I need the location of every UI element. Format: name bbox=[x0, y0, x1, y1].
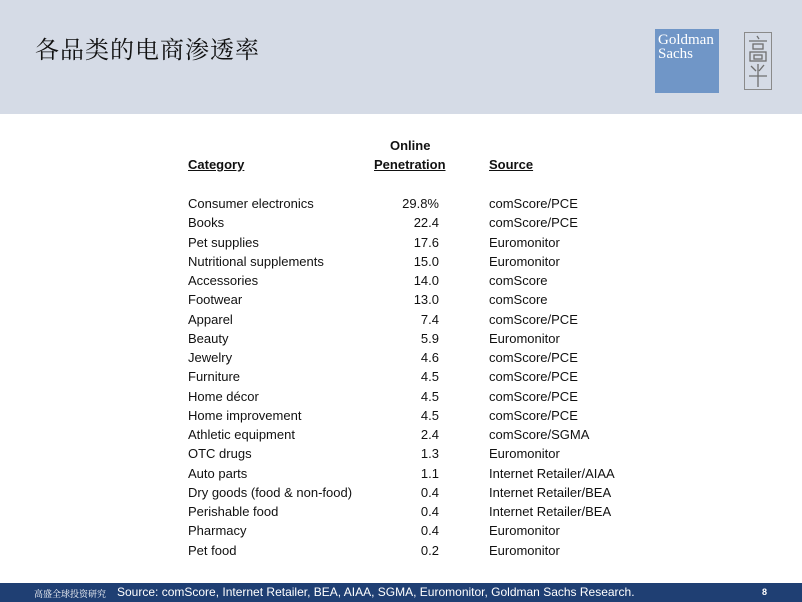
row-value: 0.4 bbox=[420, 504, 439, 519]
row-source: comScore bbox=[489, 292, 548, 308]
table-row bbox=[188, 312, 658, 331]
row-source: Euromonitor bbox=[489, 446, 560, 462]
row-value: 15.0 bbox=[413, 253, 439, 269]
row-source: comScore/PCE bbox=[489, 350, 578, 365]
table-row bbox=[188, 254, 658, 273]
row-category: Auto parts bbox=[188, 465, 248, 481]
row-source: Euromonitor bbox=[489, 234, 560, 250]
table-row bbox=[188, 215, 658, 234]
row-source: Euromonitor bbox=[489, 253, 560, 269]
row-category: Jewelry bbox=[188, 350, 233, 365]
goldman-logo-line2: Sachs bbox=[658, 46, 693, 62]
row-source: Euromonitor bbox=[489, 542, 560, 558]
row-category: Perishable food bbox=[188, 504, 279, 519]
table-row bbox=[188, 235, 658, 254]
table-row bbox=[188, 427, 658, 446]
header-category: Category bbox=[188, 157, 245, 172]
row-category: Pharmacy bbox=[188, 523, 247, 539]
row-source: comScore/PCE bbox=[489, 196, 578, 211]
table-row bbox=[188, 408, 658, 427]
row-value: 5.9 bbox=[420, 330, 439, 346]
header-band bbox=[0, 0, 802, 114]
row-source: Euromonitor bbox=[489, 330, 560, 346]
row-category: Pet supplies bbox=[188, 234, 259, 250]
goldman-logo-line1: Goldman bbox=[658, 32, 714, 48]
row-category: Home improvement bbox=[188, 407, 302, 423]
footer-source: Source: comScore, Internet Retailer, BEA, AIAA, SGMA, Euromonitor, Goldman Sachs Research. bbox=[117, 585, 635, 599]
row-source: Internet Retailer/BEA bbox=[489, 484, 612, 500]
gaohua-logo bbox=[744, 32, 772, 90]
row-category: Footwear bbox=[188, 292, 243, 308]
row-value: 29.8% bbox=[402, 196, 439, 211]
table-row bbox=[188, 389, 658, 408]
header-source: Source bbox=[489, 157, 534, 172]
row-value: 0.2 bbox=[420, 542, 439, 558]
row-source: comScore bbox=[489, 273, 548, 288]
row-category: Books bbox=[188, 215, 225, 231]
row-category: Pet food bbox=[188, 542, 237, 558]
row-value: 4.5 bbox=[420, 369, 439, 385]
row-value: 14.0 bbox=[413, 273, 439, 288]
table-row bbox=[188, 543, 658, 562]
row-value: 0.4 bbox=[420, 484, 439, 500]
header-penetration: Penetration bbox=[374, 157, 446, 172]
row-category: Nutritional supplements bbox=[188, 253, 324, 269]
row-source: Internet Retailer/AIAA bbox=[489, 465, 615, 481]
row-source: comScore/PCE bbox=[489, 311, 578, 327]
table-row bbox=[188, 196, 658, 215]
row-value: 17.6 bbox=[413, 234, 439, 250]
row-source: comScore/PCE bbox=[489, 215, 578, 231]
table-row bbox=[188, 273, 658, 292]
footer-brand: 高盛全球投资研究 bbox=[34, 590, 107, 600]
row-category: Athletic equipment bbox=[188, 427, 295, 442]
table-row bbox=[188, 292, 658, 311]
table-row bbox=[188, 466, 658, 485]
row-category: Accessories bbox=[188, 273, 259, 288]
table-row bbox=[188, 369, 658, 388]
footer-bar bbox=[0, 583, 802, 602]
row-value: 4.5 bbox=[420, 407, 439, 423]
row-source: Internet Retailer/BEA bbox=[489, 504, 612, 519]
row-value: 4.6 bbox=[420, 350, 439, 365]
table-row bbox=[188, 523, 658, 542]
row-category: Home décor bbox=[188, 388, 259, 404]
row-value: 1.1 bbox=[420, 465, 439, 481]
row-category: Furniture bbox=[188, 369, 241, 385]
row-value: 7.4 bbox=[420, 311, 439, 327]
row-source: comScore/PCE bbox=[489, 369, 578, 385]
row-category: Consumer electronics bbox=[188, 196, 314, 211]
row-value: 0.4 bbox=[420, 523, 439, 539]
row-value: 1.3 bbox=[420, 446, 439, 462]
table-row bbox=[188, 504, 658, 523]
page-title: 各品类的电商渗透率 bbox=[35, 36, 260, 64]
row-value: 13.0 bbox=[413, 292, 439, 308]
row-source: comScore/SGMA bbox=[489, 427, 590, 442]
table-row bbox=[188, 331, 658, 350]
table-row bbox=[188, 350, 658, 369]
row-category: OTC drugs bbox=[188, 446, 252, 462]
row-category: Apparel bbox=[188, 311, 233, 327]
goldman-sachs-logo bbox=[655, 29, 719, 93]
row-source: comScore/PCE bbox=[489, 407, 578, 423]
row-value: 22.4 bbox=[413, 215, 439, 231]
row-category: Beauty bbox=[188, 330, 229, 346]
table-row bbox=[188, 446, 658, 465]
gaohua-seal-icon bbox=[745, 33, 771, 89]
row-value: 4.5 bbox=[420, 388, 439, 404]
row-value: 2.4 bbox=[420, 427, 439, 442]
row-source: comScore/PCE bbox=[489, 388, 578, 404]
row-source: Euromonitor bbox=[489, 523, 560, 539]
row-category: Dry goods (food & non-food) bbox=[188, 484, 353, 500]
header-online: Online bbox=[390, 138, 431, 153]
table-row bbox=[188, 485, 658, 504]
page-number: 8 bbox=[762, 587, 768, 597]
